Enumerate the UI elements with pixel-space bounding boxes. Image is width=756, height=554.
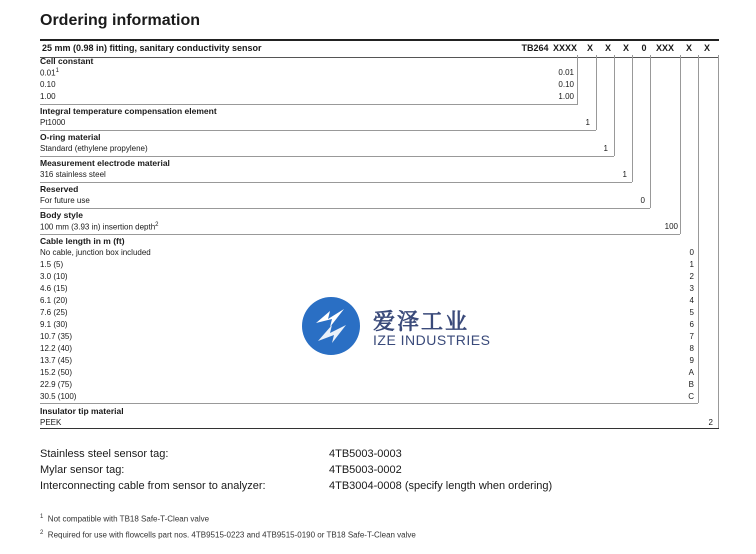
divider — [40, 403, 698, 404]
bracket-line — [718, 55, 719, 428]
cable-val: A — [688, 368, 694, 377]
cable-val: 0 — [689, 248, 694, 257]
cable-val: 2 — [689, 272, 694, 281]
code-reserved: 0 — [641, 43, 647, 53]
cable-val: 1 — [689, 260, 694, 269]
code-cable: X — [685, 43, 692, 53]
section-oring: O-ring material — [40, 132, 101, 142]
electrode-row: 316 stainless steel — [40, 170, 106, 179]
cell-val-2: 0.10 — [558, 80, 574, 89]
acc-value-3: 4TB3004-0008 (specify length when ordering) — [329, 480, 553, 492]
tip-row: PEEK — [40, 418, 62, 427]
tip-val: 2 — [708, 418, 713, 427]
divider — [40, 104, 578, 105]
cable-row: 3.0 (10) — [40, 272, 68, 281]
divider — [40, 182, 632, 183]
divider — [40, 234, 680, 235]
cable-row: 12.2 (40) — [40, 344, 73, 353]
code-base: TB264 — [521, 43, 549, 53]
cell-val-3: 1.00 — [558, 92, 574, 101]
bracket-line — [596, 55, 597, 130]
electrode-val: 1 — [622, 170, 627, 179]
cable-row: No cable, junction box included — [40, 248, 151, 257]
acc-label-1: Stainless steel sensor tag: — [40, 448, 169, 460]
reserved-row: For future use — [40, 196, 90, 205]
section-temp: Integral temperature compensation element — [40, 106, 217, 116]
oring-val: 1 — [603, 144, 608, 153]
cable-row: 7.6 (25) — [40, 308, 68, 317]
cable-row: 6.1 (20) — [40, 296, 68, 305]
section-electrode: Measurement electrode material — [40, 158, 170, 168]
cable-row: 22.9 (75) — [40, 380, 73, 389]
bracket-line — [650, 55, 651, 208]
section-body: Body style — [40, 210, 83, 220]
watermark-logo — [300, 295, 362, 362]
code-temp: X — [586, 43, 593, 53]
bracket-line — [632, 55, 633, 182]
code-cell: XXXX — [552, 43, 577, 53]
cable-val: 9 — [689, 356, 694, 365]
section-cable: Cable length in m (ft) — [40, 236, 125, 246]
cable-row: 1.5 (5) — [40, 260, 64, 269]
header-text: 25 mm (0.98 in) fitting, sanitary conductivity sensor — [42, 43, 262, 53]
cable-val: C — [688, 392, 694, 401]
cable-val: 3 — [689, 284, 694, 293]
cell-val-1: 0.01 — [558, 68, 574, 77]
bracket-line — [680, 55, 681, 234]
temp-val: 1 — [585, 118, 590, 127]
cable-row: 30.5 (100) — [40, 392, 77, 401]
cell-row-3: 1.00 — [40, 92, 56, 101]
table-bottom-rule — [40, 428, 719, 429]
cable-val: B — [688, 380, 694, 389]
acc-label-2: Mylar sensor tag: — [40, 464, 125, 476]
cell-row-2: 0.10 — [40, 80, 56, 89]
cable-val: 4 — [689, 296, 694, 305]
cable-val: 8 — [689, 344, 694, 353]
page-title: Ordering information — [40, 12, 200, 29]
watermark-cn: 爱泽工业 — [373, 309, 470, 334]
watermark-en: IZE INDUSTRIES — [373, 332, 491, 348]
code-body: XXX — [655, 43, 674, 53]
cable-row: 15.2 (50) — [40, 368, 73, 377]
acc-label-3: Interconnecting cable from sensor to analyzer: — [40, 480, 266, 492]
bracket-line — [698, 55, 699, 403]
section-cell-constant: Cell constant — [40, 56, 94, 66]
acc-value-2: 4TB5003-0002 — [329, 464, 402, 476]
temp-row: Pt1000 — [40, 118, 66, 127]
acc-value-1: 4TB5003-0003 — [329, 448, 402, 460]
bracket-line — [614, 55, 615, 156]
cable-row: 10.7 (35) — [40, 332, 73, 341]
cable-val: 7 — [689, 332, 694, 341]
cable-row: 13.7 (45) — [40, 356, 73, 365]
cell-row-1: 0.01$^1$ — [40, 68, 59, 78]
cell-bracket — [553, 55, 578, 104]
cable-val: 5 — [689, 308, 694, 317]
divider — [40, 208, 650, 209]
code-tip: X — [703, 43, 710, 53]
section-reserved: Reserved — [40, 184, 79, 194]
body-row: 100 mm (3.93 in) insertion depth$^2$ — [40, 222, 159, 232]
reserved-val: 0 — [640, 196, 645, 205]
footnote-2: $^2$ Required for use with flowcells part nos. 4TB9515-0223 and 4TB9515-0190 or TB18 Safe-T-Clean valve — [40, 530, 416, 540]
code-oring: X — [604, 43, 611, 53]
table-header — [40, 39, 719, 58]
cable-val: 6 — [689, 320, 694, 329]
cable-row: 9.1 (30) — [40, 320, 68, 329]
oring-row: Standard (ethylene propylene) — [40, 144, 148, 153]
code-electrode: X — [622, 43, 629, 53]
cable-row: 4.6 (15) — [40, 284, 68, 293]
footnote-1: $^1$ Not compatible with TB18 Safe-T-Clean valve — [40, 514, 210, 524]
divider — [40, 130, 596, 131]
divider — [40, 156, 614, 157]
body-val: 100 — [664, 222, 678, 231]
section-tip: Insulator tip material — [40, 406, 124, 416]
